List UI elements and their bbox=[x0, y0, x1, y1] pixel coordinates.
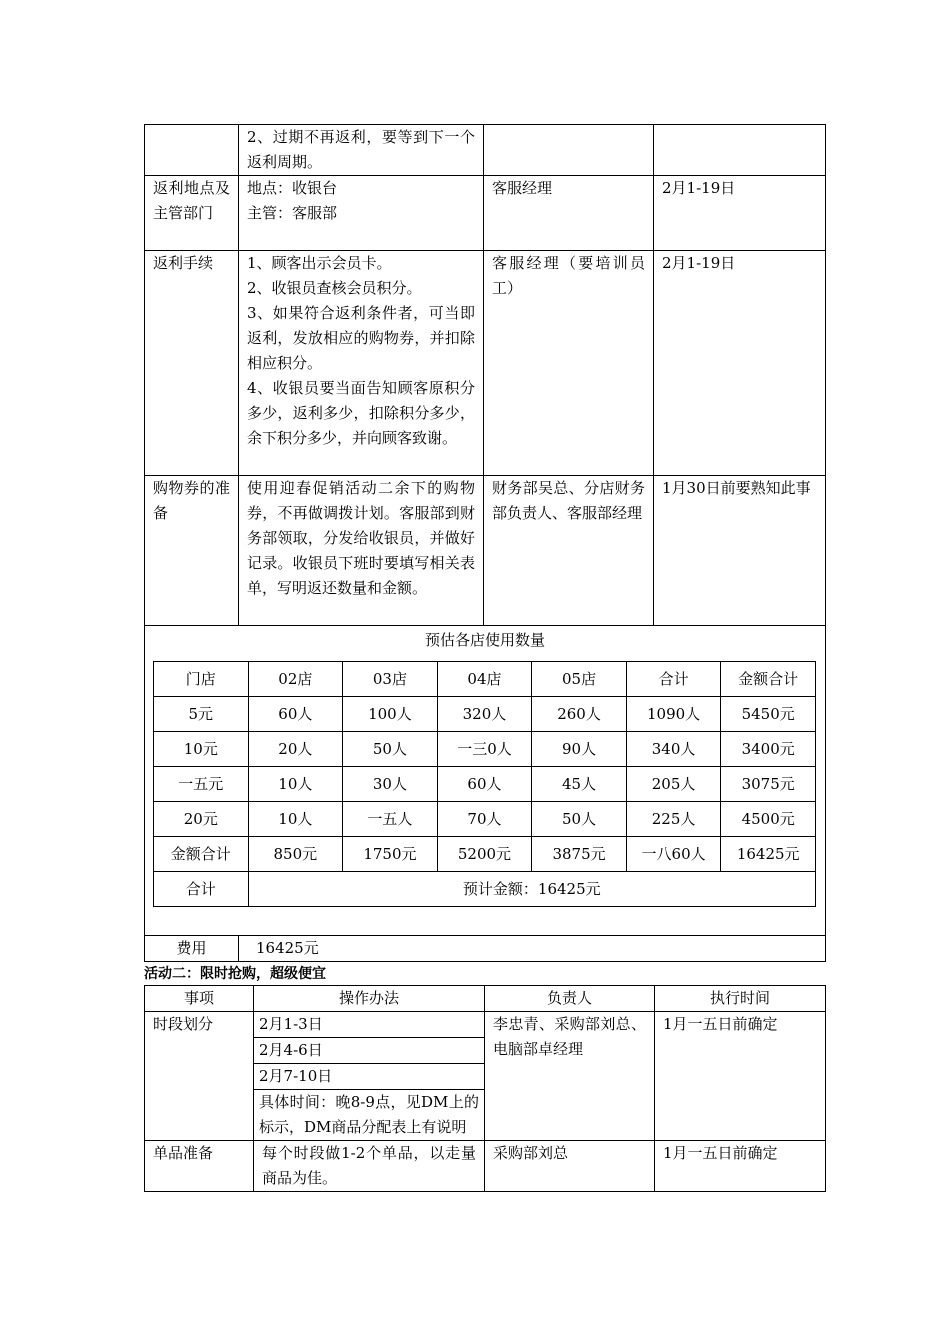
cell-method: 2、过期不再返利，要等到下一个返利周期。 bbox=[239, 125, 484, 176]
estimate-row-20yuan bbox=[154, 802, 816, 837]
activity-two-header-row bbox=[145, 986, 826, 1012]
time-slot-row bbox=[145, 1012, 826, 1038]
estimate-cell bbox=[145, 626, 826, 936]
cell-owner: 客服经理 bbox=[484, 176, 654, 251]
header-item: 事项 bbox=[145, 986, 254, 1012]
estimate-cell: 340人 bbox=[626, 732, 721, 767]
estimate-cell: 45人 bbox=[532, 767, 627, 802]
table-row bbox=[145, 125, 826, 176]
cost-row bbox=[145, 936, 826, 962]
table-row bbox=[145, 251, 826, 476]
estimate-cell: 1750元 bbox=[343, 837, 438, 872]
estimate-header: 04店 bbox=[437, 662, 532, 697]
table-row bbox=[145, 476, 826, 626]
estimate-cell: 一五人 bbox=[343, 802, 438, 837]
cell-item: 返利地点及主管部门 bbox=[145, 176, 239, 251]
estimate-cell: 260人 bbox=[532, 697, 627, 732]
estimate-cell-label: 一五元 bbox=[154, 767, 249, 802]
estimate-header: 合计 bbox=[626, 662, 721, 697]
estimate-cell: 10人 bbox=[248, 767, 343, 802]
estimate-cell: 100人 bbox=[343, 697, 438, 732]
estimate-section bbox=[145, 626, 825, 935]
estimate-header: 03店 bbox=[343, 662, 438, 697]
activity-two-table bbox=[144, 985, 826, 1192]
estimate-cell: 5200元 bbox=[437, 837, 532, 872]
estimate-cell: 一三0人 bbox=[437, 732, 532, 767]
estimate-cell: 3875元 bbox=[532, 837, 627, 872]
method-line: 3、如果符合返利条件者，可当即返利，发放相应的购物券，并扣除相应积分。 bbox=[247, 304, 475, 372]
cell-item bbox=[145, 125, 239, 176]
cell-owner: 采购部刘总 bbox=[485, 1141, 655, 1192]
cell-item: 返利手续 bbox=[145, 251, 239, 476]
estimate-cell: 10人 bbox=[248, 802, 343, 837]
estimate-cell-label: 20元 bbox=[154, 802, 249, 837]
estimate-header: 门店 bbox=[154, 662, 249, 697]
estimate-header: 05店 bbox=[532, 662, 627, 697]
estimate-row-10yuan bbox=[154, 732, 816, 767]
cell-owner: 李忠青、采购部刘总、电脑部卓经理 bbox=[485, 1012, 655, 1141]
estimate-cell: 225人 bbox=[626, 802, 721, 837]
estimate-cell: 20人 bbox=[248, 732, 343, 767]
estimate-total-value: 预计金额：16425元 bbox=[248, 872, 815, 907]
cell-item: 购物券的准备 bbox=[145, 476, 239, 626]
estimate-cell: 50人 bbox=[343, 732, 438, 767]
estimate-table bbox=[153, 661, 816, 907]
cell-time bbox=[654, 125, 826, 176]
estimate-header: 金额合计 bbox=[721, 662, 816, 697]
cell-item: 单品准备 bbox=[145, 1141, 254, 1192]
cell-method: 每个时段做1-2个单品，以走量商品为佳。 bbox=[254, 1141, 485, 1192]
estimate-cell: 320人 bbox=[437, 697, 532, 732]
estimate-row bbox=[145, 626, 826, 936]
table-row bbox=[145, 176, 826, 251]
estimate-row-total bbox=[154, 872, 816, 907]
estimate-row-5yuan bbox=[154, 697, 816, 732]
estimate-cell: 90人 bbox=[532, 732, 627, 767]
header-time: 执行时间 bbox=[655, 986, 826, 1012]
estimate-cell: 205人 bbox=[626, 767, 721, 802]
method-line: 主管：客服部 bbox=[247, 204, 338, 222]
cell-owner: 客服经理（要培训员工） bbox=[484, 251, 654, 476]
activity-one-table bbox=[144, 124, 826, 962]
estimate-title: 预估各店使用数量 bbox=[424, 631, 545, 649]
cell-owner bbox=[484, 125, 654, 176]
estimate-cell: 60人 bbox=[248, 697, 343, 732]
estimate-cell-label: 10元 bbox=[154, 732, 249, 767]
estimate-cell: 4500元 bbox=[721, 802, 816, 837]
period-cell: 2月4-6日 bbox=[254, 1038, 485, 1064]
period-cell: 2月1-3日 bbox=[254, 1012, 485, 1038]
estimate-cell: 1090人 bbox=[626, 697, 721, 732]
cost-label: 费用 bbox=[145, 936, 239, 962]
estimate-row-amount-total bbox=[154, 837, 816, 872]
estimate-cell-label: 5元 bbox=[154, 697, 249, 732]
header-owner: 负责人 bbox=[485, 986, 655, 1012]
cell-item: 时段划分 bbox=[145, 1012, 254, 1141]
cell-time: 2月1-19日 bbox=[654, 251, 826, 476]
estimate-cell: 70人 bbox=[437, 802, 532, 837]
cell-method bbox=[239, 176, 484, 251]
cell-time: 1月30日前要熟知此事 bbox=[654, 476, 826, 626]
estimate-cell: 一八60人 bbox=[626, 837, 721, 872]
cell-time: 2月1-19日 bbox=[654, 176, 826, 251]
cell-time: 1月一五日前确定 bbox=[655, 1141, 826, 1192]
method-line: 2、收银员查核会员积分。 bbox=[247, 279, 422, 297]
estimate-cell: 3400元 bbox=[721, 732, 816, 767]
cell-time: 1月一五日前确定 bbox=[655, 1012, 826, 1141]
estimate-cell: 850元 bbox=[248, 837, 343, 872]
estimate-cell: 16425元 bbox=[721, 837, 816, 872]
estimate-cell: 50人 bbox=[532, 802, 627, 837]
cell-owner: 财务部吴总、分店财务部负责人、客服部经理 bbox=[484, 476, 654, 626]
estimate-cell: 60人 bbox=[437, 767, 532, 802]
header-method: 操作办法 bbox=[254, 986, 485, 1012]
period-cell: 2月7-10日 bbox=[254, 1064, 485, 1090]
cell-method: 使用迎春促销活动二余下的购物券，不再做调拨计划。客服部到财务部领取，分发给收银员，并做好记录。收银员下班时要填写相关表单，写明返还数量和金额。 bbox=[239, 476, 484, 626]
estimate-header-row bbox=[154, 662, 816, 697]
activity-two-title: 活动二：限时抢购，超级便宜 bbox=[144, 966, 326, 982]
estimate-total-label: 合计 bbox=[154, 872, 249, 907]
method-line: 地点：收银台 bbox=[247, 179, 338, 197]
estimate-cell: 5450元 bbox=[721, 697, 816, 732]
method-line: 4、收银员要当面告知顾客原积分多少，返利多少，扣除积分多少，余下积分多少，并向顾客致谢。 bbox=[247, 379, 475, 447]
cost-value: 16425元 bbox=[239, 936, 826, 962]
estimate-row-15yuan bbox=[154, 767, 816, 802]
time-note-cell: 具体时间：晚8-9点，见DM上的标示，DM商品分配表上有说明 bbox=[254, 1090, 485, 1141]
method-line: 1、顾客出示会员卡。 bbox=[247, 254, 392, 272]
single-item-row bbox=[145, 1141, 826, 1192]
estimate-cell: 30人 bbox=[343, 767, 438, 802]
estimate-cell-label: 金额合计 bbox=[154, 837, 249, 872]
estimate-header: 02店 bbox=[248, 662, 343, 697]
estimate-cell: 3075元 bbox=[721, 767, 816, 802]
cell-method bbox=[239, 251, 484, 476]
